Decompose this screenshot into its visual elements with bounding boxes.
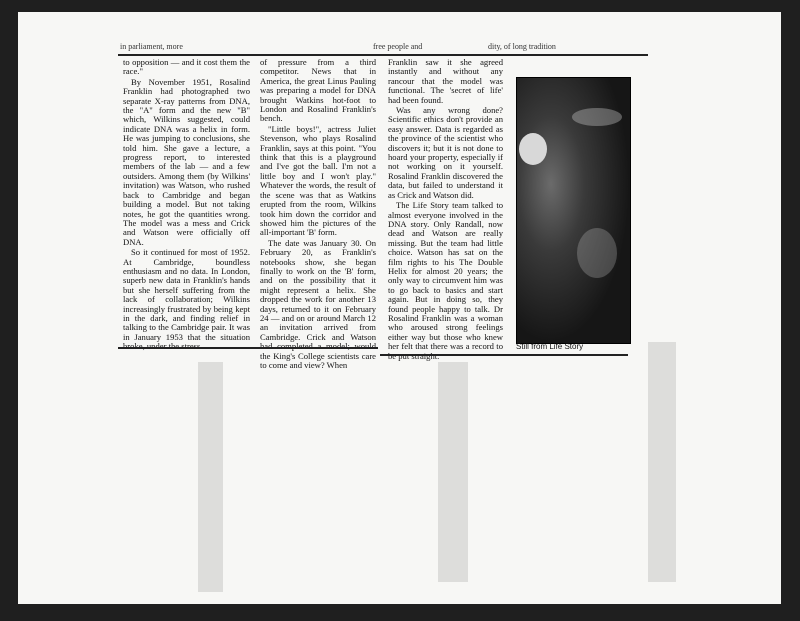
paragraph: to opposition — and it cost them the race." <box>123 57 250 77</box>
paragraph: of pressure from a third competitor. News that in America, the great Linus Pauling was preparing a model for DNA brought Watkins hot-foot to London and Rosalind Franklin's bench. <box>260 57 376 124</box>
bottom-rule-left <box>118 347 378 349</box>
paragraph: "Little boys!", actress Juliet Stevenson, who plays Rosalind Franklin, says at this point. "You think that this is a playground and I've got the ball. I'm not a little boy and I won't play." Whatever the words, the result of the scene was that as Watkins erupted from the room, Wilkins took him down the corridor and showed him the pictures of the all-important 'B' form. <box>260 123 376 238</box>
paragraph: The date was January 30. On February 20, as Franklin's notebooks show, she began finally to work on the 'B' form, and on the possibility that it might represent a helix. She dropped the work for another 13 days, returned to it on February 24 — and on or around March 12 an invitation arrived from Cambridge. Crick and Watson the King's College scientists care to come and view? When <box>260 237 376 370</box>
photocopy-streak <box>198 362 223 592</box>
top-rule <box>118 54 648 56</box>
photocopy-streak <box>648 342 676 582</box>
newspaper-clipping <box>118 42 618 370</box>
column-2 <box>260 58 376 371</box>
paragraph: The Life Story team talked to almost everyone involved in the DNA story. Only Randall, now dead and Watson are really missing. But the team had little choice. Watson has sat on the film rights to his The Double Helix for almost 20 years; the only way to circumvent him was to go back to basics and start again. But in doing so, they found people happy to talk. Dr Rosalind Franklin was a woman who aroused strong feelings either way but those who knew her felt that there was a record to <box>388 200 503 352</box>
column-3 <box>388 58 503 362</box>
paragraph: Was any wrong done? Scientific ethics don't provide an easy answer. Data is regarded as the province of the scientist who discovers it; but it is not done to hoard your property, especially if not working on it yourself. Rosalind Franklin discovered the data, but failed to understand it as Crick and Watson did. <box>388 105 503 200</box>
bottom-rule-right <box>380 354 628 356</box>
document-page <box>18 12 781 604</box>
column-1 <box>123 58 250 353</box>
highlight <box>519 133 547 165</box>
cut-headline-fragments <box>118 42 648 52</box>
fragment-middle: free people and <box>373 42 423 51</box>
film-still-photo <box>516 77 631 344</box>
paragraph: By November 1951, Rosalind Franklin had photographed two separate X-ray patterns from DNA, the "A" form and the new "B" which, Wilkins suggested, could indicate DNA was a helix in form. He was jumping to conclusions, she told him. She gave a lecture, a progress report, to interested members of the lab — and a few outsiders. Among them (by Wilkins' invitation) was Watson, who rushed back to Cambridge and began building a model. But not taking notes, he got the quantities wrong. The model was a mess and Crick and Watson were officially off DNA. <box>123 76 250 247</box>
fragment-right-1: dity, of long tradition <box>488 42 556 51</box>
highlight <box>577 228 617 278</box>
photocopy-streak <box>438 362 468 582</box>
photo-caption: Still from Life Story <box>516 342 584 351</box>
fragment-left: in parliament, more <box>120 42 183 51</box>
paragraph: Franklin saw it she agreed instantly and without any rancour that the model was functional. The 'secret of life' had been found. <box>388 57 503 105</box>
paragraph: So it continued for most of 1952. At Cambridge, boundless enthusiasm and no data. In London, superb new data in Franklin's hands but she herself suffering from the lack of collaboration; Wilkins increasingly frustrated by being kept in the dark, and finding relief in talking to the Cambridge pair. It was in January 1953 that the situation <box>123 247 250 342</box>
highlight <box>572 108 622 126</box>
